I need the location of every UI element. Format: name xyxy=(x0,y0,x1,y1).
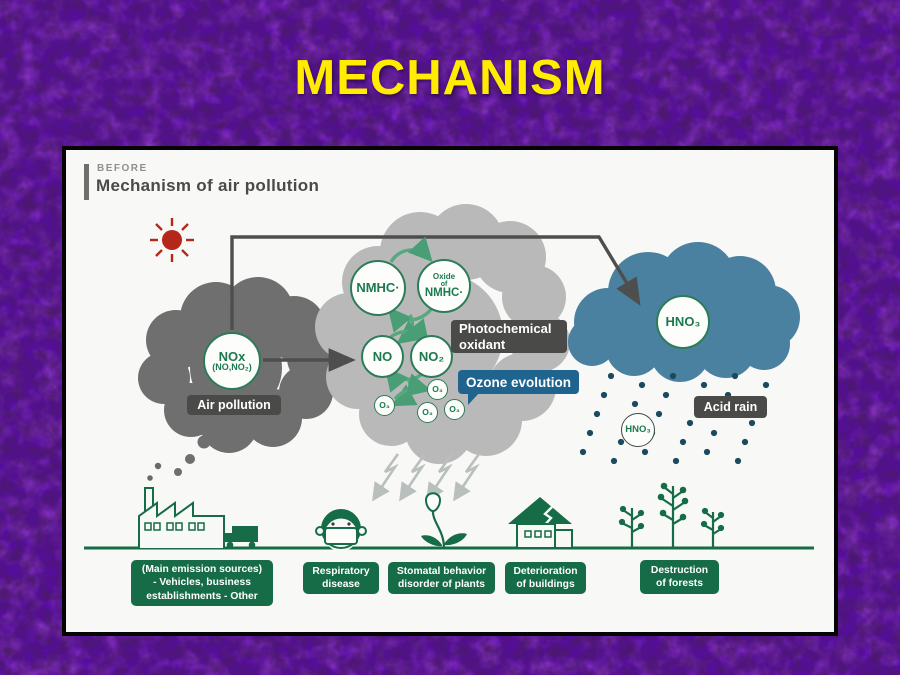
o3-text: O₃ xyxy=(449,404,460,415)
diagram-panel-inner xyxy=(66,150,834,632)
diagram-panel xyxy=(62,146,838,636)
o3-molecule-2 xyxy=(427,379,448,400)
o3-text: O₃ xyxy=(432,384,443,395)
thought-bubble-trail xyxy=(174,436,211,477)
hno3-molecule xyxy=(656,295,710,349)
impact-line: Respiratory xyxy=(312,565,370,577)
air-pollution-text: Air pollution xyxy=(197,398,271,412)
wilted-plant-icon xyxy=(421,493,467,548)
masked-face-icon xyxy=(316,510,366,552)
nox-text: NOx xyxy=(218,348,246,364)
impact-line: disorder of plants xyxy=(398,579,485,590)
o3-text: O₃ xyxy=(422,407,433,418)
nmhc-molecule xyxy=(350,260,406,316)
o3-molecule-1 xyxy=(374,395,395,416)
no-text: NO xyxy=(372,348,393,364)
slide-title: MECHANISM xyxy=(294,51,606,105)
air-pollution-label xyxy=(187,395,281,415)
truck-icon xyxy=(223,526,258,548)
impact-line: (Main emission sources) xyxy=(141,563,263,575)
oxide-of-nmhc-molecule xyxy=(417,259,471,313)
oxide-line3: NMHC· xyxy=(424,286,464,299)
impact-line: Destruction xyxy=(650,564,709,576)
impact-label-building-deterioration xyxy=(505,562,586,594)
sun-icon xyxy=(150,218,194,262)
hno3-small-text: HNO₃ xyxy=(625,424,651,436)
hno3-raindrop-molecule xyxy=(621,413,655,447)
oxide-line1: Oxide xyxy=(432,271,456,281)
impact-line: of buildings xyxy=(516,579,575,590)
nmhc-text: NMHC· xyxy=(356,280,400,296)
ozone-evolution-text: Ozone evolution xyxy=(465,374,571,390)
photochemical-oxidant-label xyxy=(451,320,567,353)
impact-line: Deterioration xyxy=(513,565,578,577)
no2-molecule xyxy=(410,335,453,378)
before-kicker: BEFORE xyxy=(97,163,148,174)
impact-line: - Vehicles, business xyxy=(153,577,251,589)
rain-dots xyxy=(580,373,769,464)
photochemical-text-line1: Photochemical xyxy=(459,320,552,336)
impact-label-respiratory-disease xyxy=(303,562,379,594)
impact-line: Stomatal behavior xyxy=(396,565,487,577)
diagram-heading: Mechanism of air pollution xyxy=(96,176,320,195)
impact-label-emission-sources xyxy=(131,560,273,606)
impact-label-forest-destruction xyxy=(640,560,719,594)
hno3-text: HNO₃ xyxy=(665,314,701,330)
ozone-evolution-label xyxy=(458,370,579,394)
acid-rain-text: Acid rain xyxy=(703,400,758,414)
nox-subtext: (NO,NO₂) xyxy=(212,362,252,373)
acid-rain-label xyxy=(694,396,767,418)
no-molecule xyxy=(361,335,404,378)
photochemical-text-line2: oxidant xyxy=(459,336,506,352)
impact-line: of forests xyxy=(656,578,703,589)
damaged-house-icon xyxy=(508,497,572,548)
o3-text: O₃ xyxy=(379,400,390,411)
nox-molecule xyxy=(203,332,261,390)
impact-label-stomatal-disorder xyxy=(388,562,495,594)
o3-molecule-3 xyxy=(417,402,438,423)
impact-line: establishments - Other xyxy=(146,590,258,602)
impact-line: disease xyxy=(322,579,360,590)
oxide-line2: of xyxy=(440,280,448,288)
factory-icon xyxy=(139,463,224,548)
dead-trees-icon xyxy=(620,484,723,548)
o3-molecule-4 xyxy=(444,399,465,420)
no2-text: NO₂ xyxy=(418,348,445,364)
